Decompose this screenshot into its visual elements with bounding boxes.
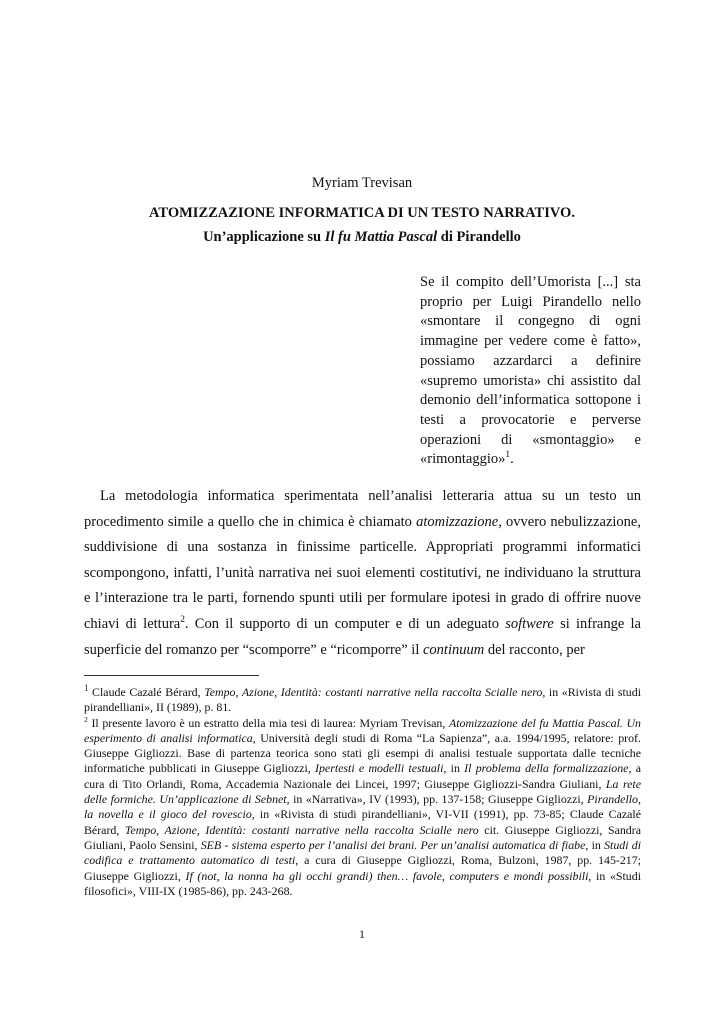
footnote-1-text-1: Claude Cazalé Bérard, <box>88 685 205 699</box>
footnote-2-text-3: , in <box>443 761 465 776</box>
body-text-1: La metodologia informatica sperimentata nell’analisi letteraria attua su un testo un procedimento simile a quello che in chimica è chiamato <box>84 488 641 530</box>
epigraph-text: Se il compito dell’Umorista [...] sta proprio per Luigi Pirandello nello «smontare il congegno di ogni immagine per vedere come è fatto», possiamo azzardarci a definire «supremo umorista» chi assistito dal demonio dell’informatica sottopone i testi a provocatorie e perverse operazioni di «smontaggio» e «rimontaggio» <box>420 274 641 468</box>
subtitle-suffix: di Pirandello <box>437 229 521 245</box>
article-subtitle <box>0 229 724 246</box>
footnote-2-text-8: , in <box>585 837 605 852</box>
footnote-1-italic-1: Tempo, Azione, Identità: costanti narrative nella raccolta Scialle nero <box>204 685 543 699</box>
footnote-2-italic-9: If (not, la nonna ha gli occhi grandi) then… favole, computers e mondi possibili <box>185 868 589 883</box>
body-text-3: . Con il supporto di un computer e di un adeguato <box>184 615 506 632</box>
footnote-1-mark: 1 <box>84 683 89 694</box>
footnote-2-italic-5: Pirandello, la novella e il gioco del rovescio <box>84 792 641 822</box>
subtitle-prefix: Un’applicazione su <box>203 229 325 245</box>
page-number: 1 <box>359 927 365 941</box>
footnote-2-text-1: Il presente lavoro è un estratto della mia tesi di laurea: Myriam Trevisan, <box>87 715 449 730</box>
footnote-separator <box>84 675 259 676</box>
footnote-2-italic-2: Ipertesti e modelli testuali <box>315 761 444 776</box>
footnote-1-text-2: , in «Rivista di studi pirandelliani», II (1989), p. 81. <box>84 685 641 715</box>
body-emphasis-softwere: softwere <box>505 615 554 632</box>
body-paragraph <box>84 484 641 663</box>
footnote-2-text-7: cit. Giuseppe Gigliozzi, Sandra Giuliani, Paolo Sensini, <box>84 822 641 852</box>
footnote-2-text-2: , Università degli studi di Roma “La Sapienza”, a.a. 1994/1995, relatore: prof. Giuseppe Gigliozzi. Base di partenza teorica sono stati gli esempi di analisi testuale supportata dalle tecniche informatiche pubblicati in Giuseppe Gigliozzi, <box>84 730 641 776</box>
body-emphasis-continuum: continuum <box>422 641 485 658</box>
footnote-2-italic-8: Studi di codifica e trattamento automatico di testi <box>84 837 642 868</box>
epigraph <box>420 273 641 470</box>
footnote-2-text-6: , in «Rivista di studi pirandelliani», VI-VII (1991), pp. 73-85; Claude Cazalé Bérard, <box>84 807 641 837</box>
body-emphasis-atomizzazione: atomizzazione <box>416 513 499 530</box>
footnote-2-text-4: , a cura di Tito Orlandi, Roma, Accademia Nazionale dei Lincei, 1997; Giuseppe Gigliozzi-Sandra Giuliani, <box>84 761 641 791</box>
footnote-2-text-5: , in «Narrativa», IV (1993), pp. 137-158; Giuseppe Gigliozzi, <box>286 792 588 807</box>
footnote-2-italic-7: SEB - sistema esperto per l’analisi dei brani. Per un’analisi automatica di fiabe <box>200 837 586 852</box>
footnote-2-italic-1: Atomizzazione del fu Mattia Pascal. Un esperimento di analisi informatica <box>84 715 641 745</box>
body-text-4: si infrange la superficie del romanzo per “scomporre” e “ricomporre” il <box>84 615 641 658</box>
author-name: Myriam Trevisan <box>311 175 413 191</box>
footnote-2-italic-3: Il problema della formalizzazione <box>464 761 629 776</box>
footnote-ref-1: 1 <box>505 450 511 461</box>
footnote-2-text-9: , a cura di Giuseppe Gigliozzi, Roma, Bulzoni, 1987, pp. 145-217; Giuseppe Gigliozzi, <box>84 853 642 883</box>
body-text-5: del racconto, per <box>484 641 585 658</box>
body-text-2: , ovvero nebulizzazione, suddivisione di una sostanza in finissime particelle. Appropriati programmi informatici scompongono, infatti, l’unità narrativa nei suoi elementi costitutivi, ne individuano la struttura e l’interazione tra le parti, fornendo spunti utili per formulare ipotesi in grado di offrire nuove chiavi di lettura <box>84 513 641 632</box>
footnote-ref-2: 2 <box>180 615 185 626</box>
footnote-1 <box>84 685 641 716</box>
subtitle-work-title: Il fu Mattia Pascal <box>324 229 438 245</box>
footnote-2-mark: 2 <box>84 714 88 724</box>
footnote-2-italic-4: La rete delle formiche. Un’applicazione di Sebnet <box>84 776 641 807</box>
epigraph-end: . <box>510 451 514 468</box>
footnotes <box>84 685 641 899</box>
footnote-2-italic-6: Tempo, Azione, Identità: costanti narrative nella raccolta Scialle nero <box>124 822 479 837</box>
footnote-2 <box>84 716 641 900</box>
article-title: ATOMIZZAZIONE INFORMATICA DI UN TESTO NARRATIVO. <box>149 205 575 221</box>
footnote-2-text-10: , in «Studi filosofici», VIII-IX (1985-86), pp. 243-268. <box>84 868 641 898</box>
